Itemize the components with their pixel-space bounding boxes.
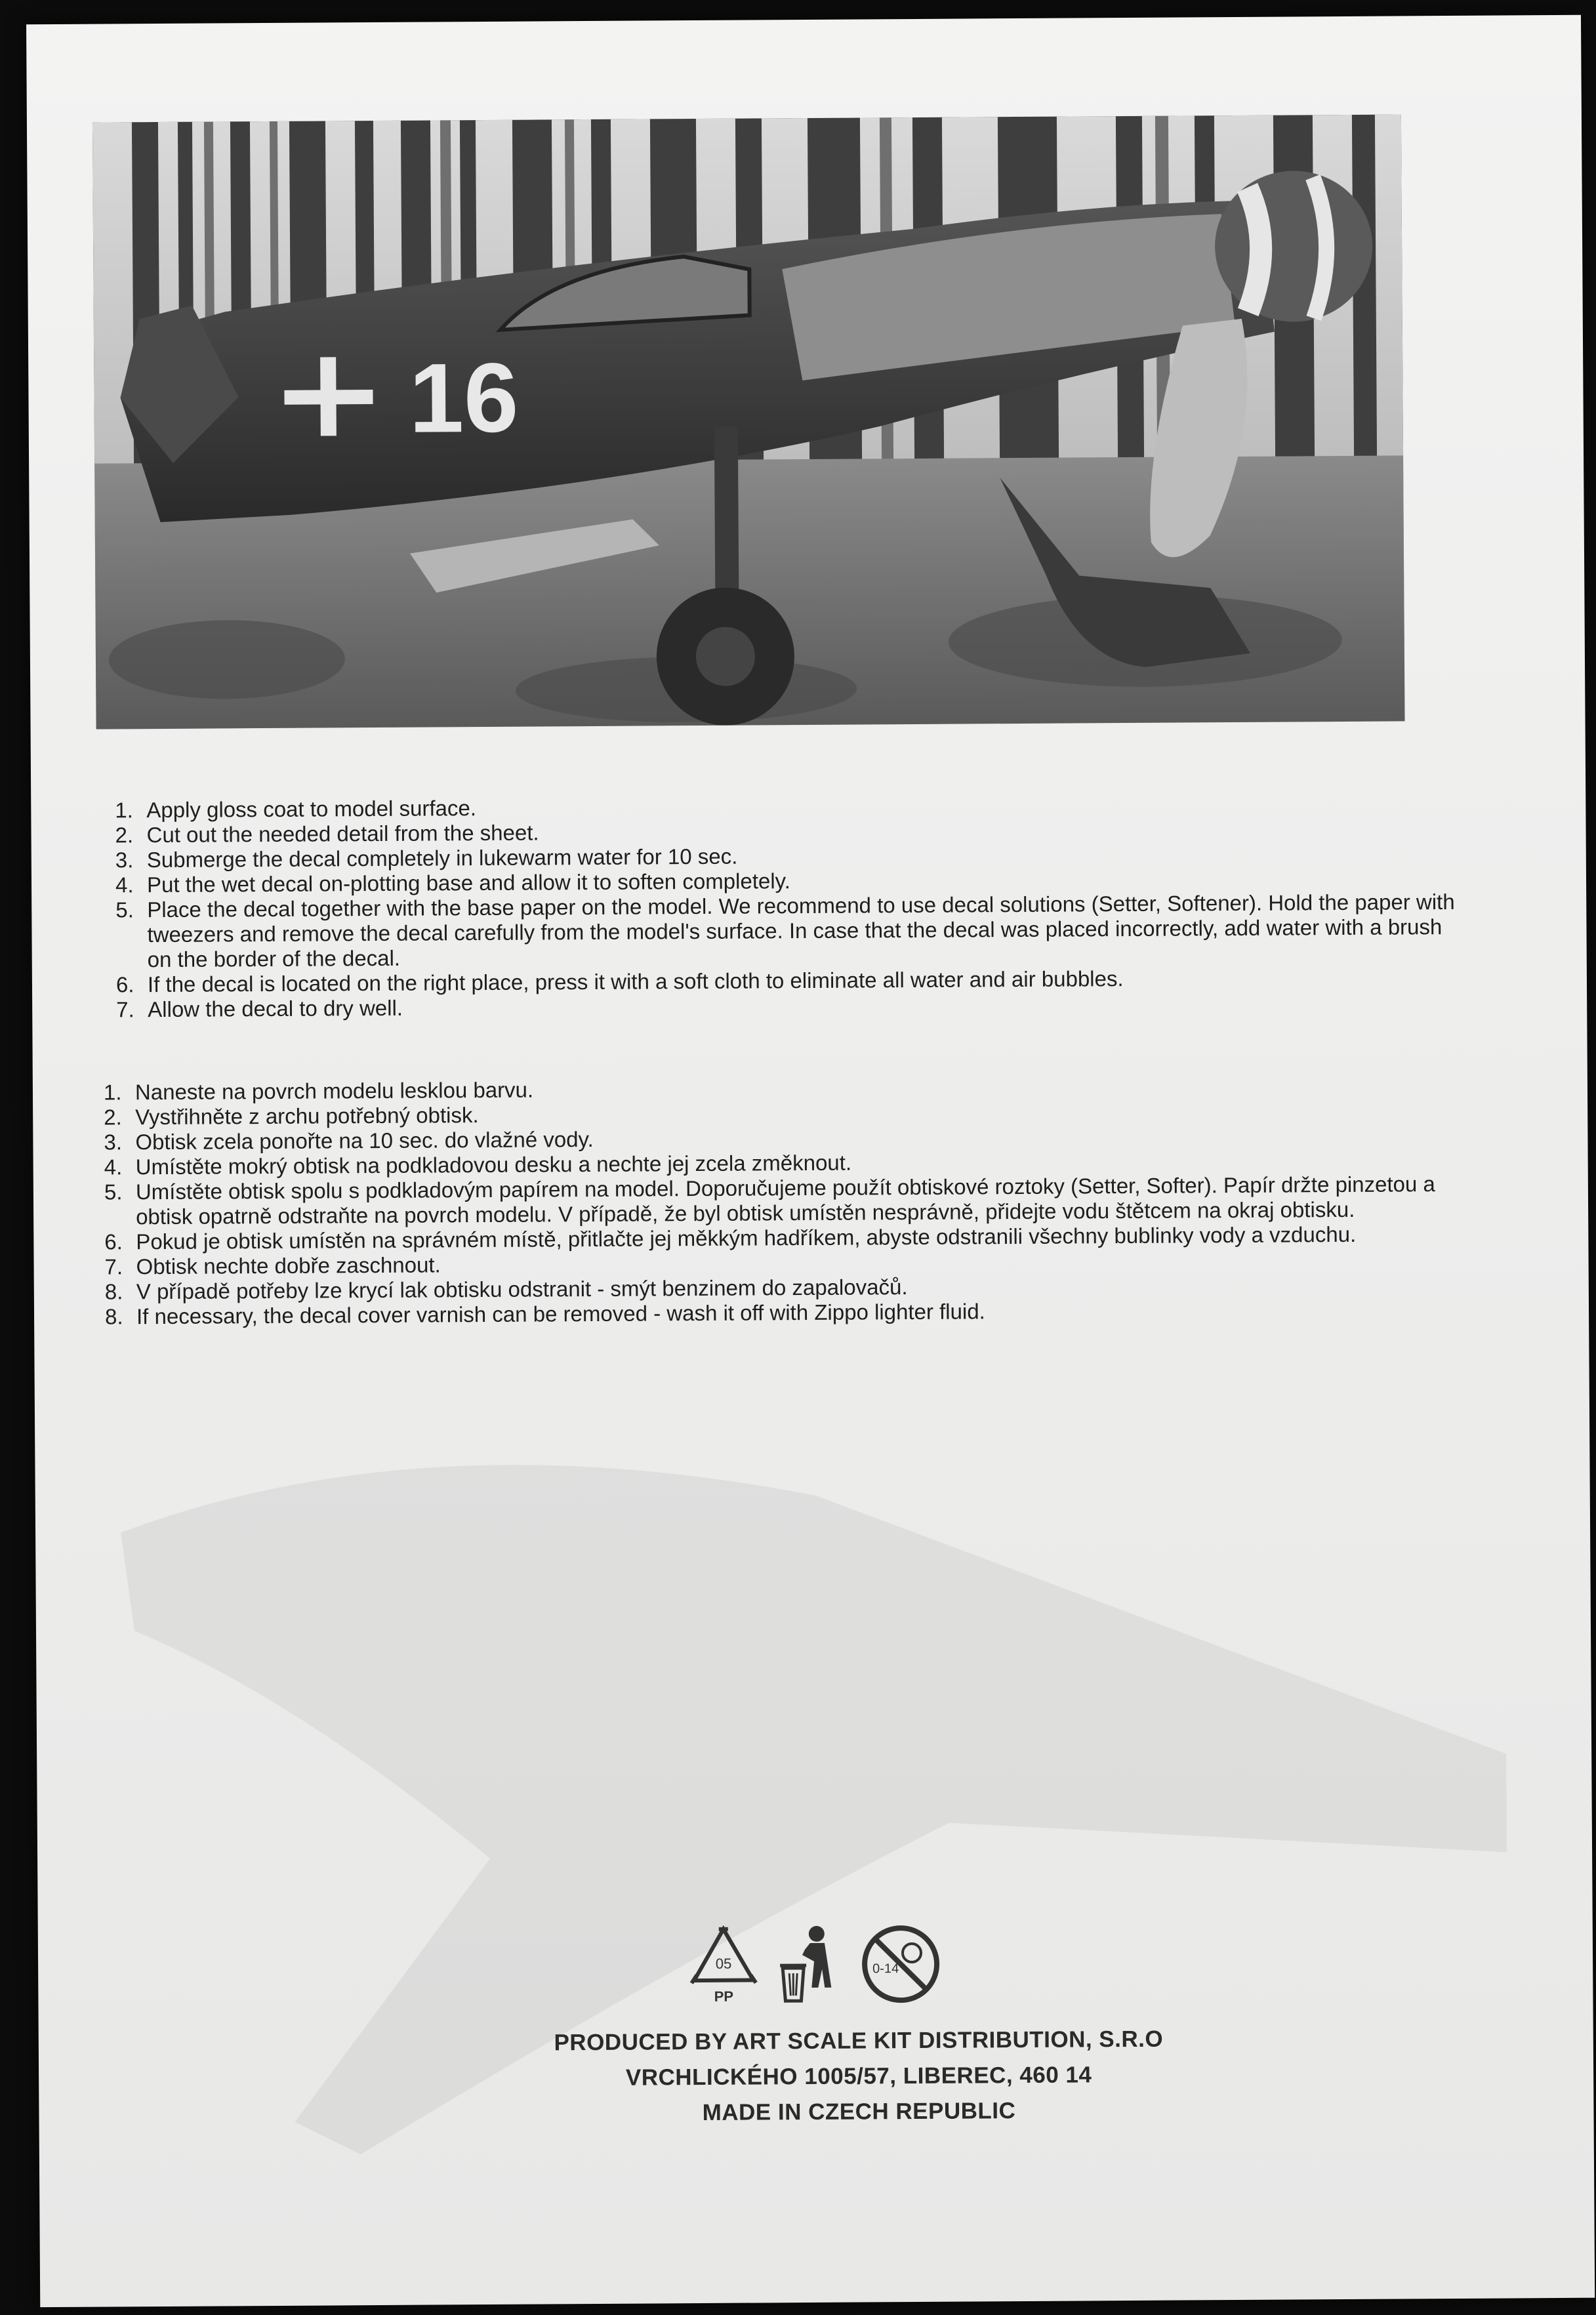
producer-info — [367, 2020, 1351, 2133]
aircraft-wreck-photo-icon — [92, 114, 1405, 729]
list-item: 8. V případě potřeby lze krycí lak obtisku odstranit - smýt benzinem do zapalovačů. — [104, 1275, 908, 1304]
list-item: 8. If necessary, the decal cover varnish can be removed - wash it off with Zippo lighter fluid. — [104, 1299, 985, 1329]
not-for-children-icon — [858, 1921, 944, 2007]
list-item: 5. Umístěte obtisk spolu s podkladovým papírem na model. Doporučujeme použít obtiskové roztoky (Setter, Softer). Papír držte pinzetou a obtisk opatrně odstraňte na povrch modelu. V případě, že byl obtisk umístěn nesprávně, přidejte vodu štětcem na okraj obtisku. — [104, 1172, 1435, 1229]
list-item: 1. Naneste na povrch modelu lesklou barvu. — [103, 1077, 534, 1105]
list-item: 6. Pokud je obtisk umístěn na správném místě, přitlačte jej měkkým hadříkem, abyste odstranili všechny bublinky vody a vzduchu. — [104, 1221, 1357, 1254]
list-item: 4. Umístěte mokrý obtisk na podkladovou desku a nechte jej zcela změknout. — [104, 1150, 852, 1179]
dispose-trash-icon — [776, 1922, 842, 2008]
list-item: 7. Allow the decal to dry well. — [116, 995, 403, 1022]
symbol-icons — [687, 1921, 990, 2028]
address-line: VRCHLICKÉHO 1005/57, LIBEREC, 460 14 — [625, 2062, 1092, 2091]
list-item: 5. Place the decal together with the base paper on the model. We recommend to use decal solutions (Setter, Softener). Hold the paper with tweezers and remove the decal carefully from the model's surface. In case that the decal was placed incorrectly, add water with a brush on the border of the decal. — [115, 889, 1455, 972]
aircraft-photo — [92, 114, 1405, 729]
aircraft-number: 16 — [408, 342, 519, 453]
list-item: 3. Obtisk zcela ponořte na 10 sec. do vlažné vody. — [104, 1126, 594, 1155]
list-item: 2. Vystřihněte z archu potřebný obtisk. — [104, 1103, 479, 1130]
list-item: 7. Obtisk nechte dobře zaschnout. — [104, 1252, 441, 1279]
list-item: 4. Put the wet decal on-plotting base and allow it to soften completely. — [115, 869, 790, 897]
list-item: 6. If the decal is located on the right place, press it with a soft cloth to eliminate all water and air bubbles. — [115, 966, 1124, 997]
recycle-pp-icon — [687, 1922, 760, 2008]
svg-text:05: 05 — [715, 1955, 732, 1972]
list-item: 3. Submerge the decal completely in lukewarm water for 10 sec. — [115, 844, 738, 872]
instructions-czech — [104, 1072, 1456, 1330]
instruction-sheet — [26, 15, 1595, 2307]
origin-line: MADE IN CZECH REPUBLIC — [702, 2098, 1016, 2126]
list-item: 2. Cut out the needed detail from the sheet. — [115, 820, 539, 848]
list-item: 1. Apply gloss coat to model surface. — [115, 796, 477, 823]
instructions-english — [115, 790, 1467, 1023]
producer-line: PRODUCED BY ART SCALE KIT DISTRIBUTION, S.R.O — [554, 2026, 1164, 2056]
svg-text:0-14: 0-14 — [872, 1961, 899, 1977]
svg-text:PP: PP — [714, 1988, 734, 2005]
